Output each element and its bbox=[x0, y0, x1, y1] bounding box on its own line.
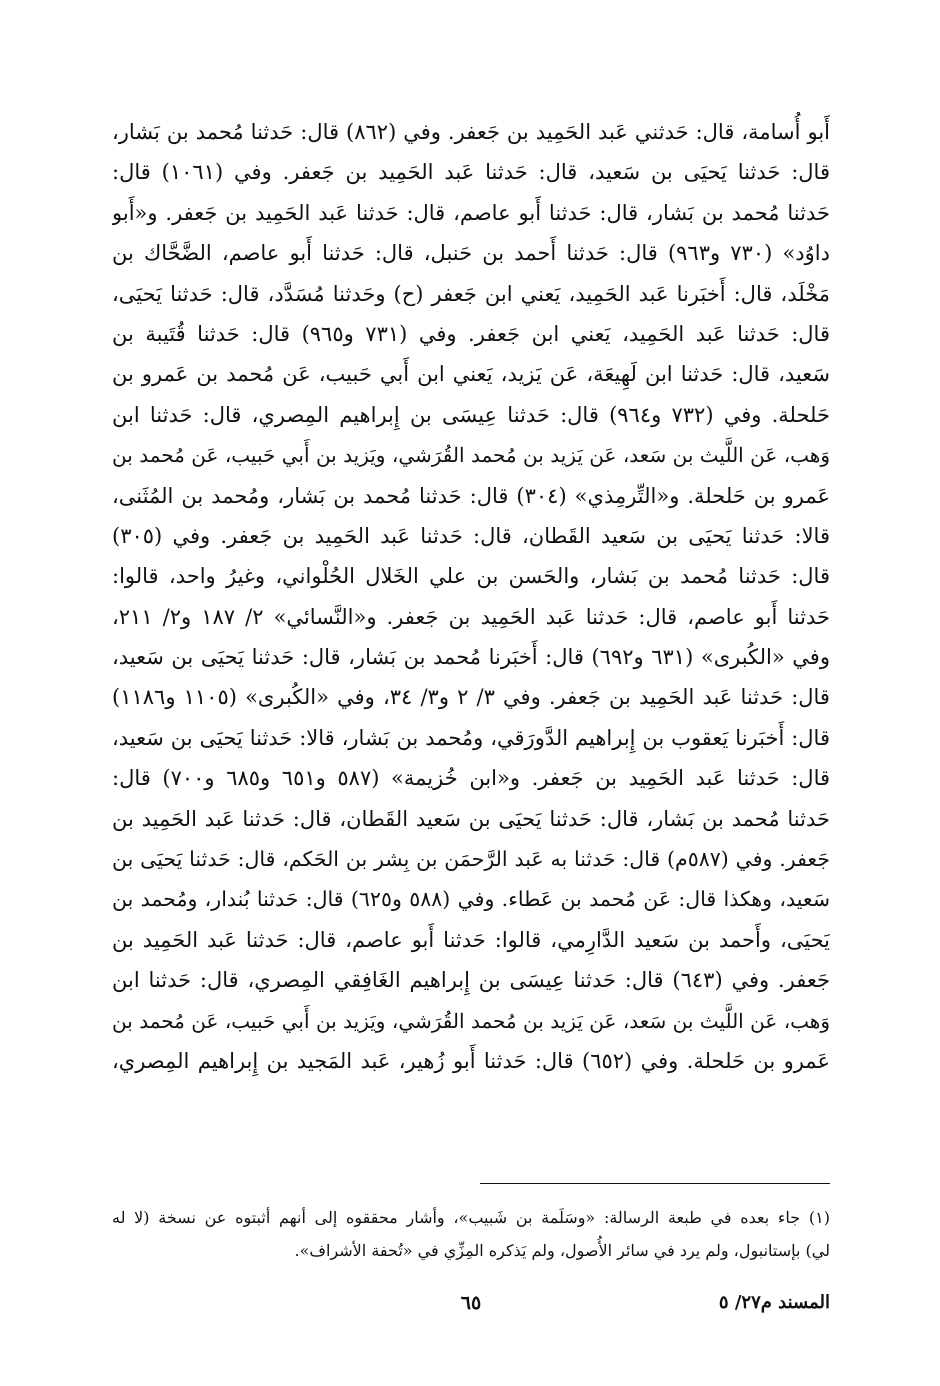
text-line: حَلحلة. وفي (٧٣٢ و٩٦٤) قال: حَدثنا عِيسَى بن إِبراهيم المِصري، قال: حَدثنا ابن bbox=[112, 402, 830, 427]
footnotes bbox=[112, 1201, 830, 1267]
text-line: داوُد» (٧٣٠ و٩٦٣) قال: حَدثنا أَحمد بن حَنبل، قال: حَدثنا أَبو عاصم، الضَّحَّاك بن bbox=[112, 241, 830, 266]
text-line: عَمرو بن حَلحلة. وفي (٦٥٢) قال: حَدثنا أَبو زُهير، عَبد المَجيد بن إِبراهيم المِصري، bbox=[112, 1048, 830, 1073]
main-text bbox=[112, 112, 830, 1081]
text-line: حَدثنا أَبو عاصم، قال: حَدثنا عَبد الحَمِيد بن جَعفر. و«النَّسائي» ٢/ ١٨٧ و٢/ ٢١١، bbox=[112, 604, 830, 629]
page-footer bbox=[112, 1288, 830, 1328]
footnote-separator bbox=[480, 1183, 830, 1184]
text-line: عَمرو بن حَلحلة. و«التِّرمِذي» (٣٠٤) قال: حَدثنا مُحمد بن بَشار، ومُحمد بن المُثَنى، bbox=[112, 483, 830, 508]
text-line: سَعيد، وهكذا قال: عَن مُحمد بن عَطاء. وفي (٥٨٨ و٦٢٥) قال: حَدثنا بُندار، ومُحمد بن bbox=[112, 887, 830, 912]
text-line: قال: حَدثنا عَبد الحَمِيد، يَعني ابن جَعفر. وفي (٧٣١ و٩٦٥) قال: حَدثنا قُتَيبة بن bbox=[112, 321, 830, 346]
signature-mark: المسند م٢٧/ ٥ bbox=[718, 1292, 830, 1313]
text-line: حَدثنا مُحمد بن بَشار، قال: حَدثنا أَبو عاصم، قال: حَدثنا عَبد الحَمِيد بن جَعفر. و«أَبو bbox=[112, 200, 830, 225]
text-line: قالا: حَدثنا يَحيَى بن سَعيد القَطان، قال: حَدثنا عَبد الحَمِيد بن جَعفر. وفي (٣٠٥) bbox=[112, 523, 830, 548]
text-line: قال: أَخبَرنا يَعقوب بن إِبراهيم الدَّورَقي، ومُحمد بن بَشار، قالا: حَدثنا يَحيَى بن سَعيد، bbox=[112, 725, 830, 750]
text-line: يَحيَى، وأَحمد بن سَعيد الدَّارِمي، قالوا: حَدثنا أَبو عاصم، قال: حَدثنا عَبد الحَمِيد بن bbox=[112, 927, 830, 952]
page-number: ٦٥ bbox=[460, 1292, 482, 1314]
text-line: جَعفر. وفي (٦٤٣) قال: حَدثنا عِيسَى بن إِبراهيم الغَافِقي المِصري، قال: حَدثنا ابن bbox=[112, 968, 830, 993]
text-line: أَبو أُسامة، قال: حَدثني عَبد الحَمِيد بن جَعفر. وفي (٨٦٢) قال: حَدثنا مُحمد بن بَشار، bbox=[112, 120, 830, 144]
text-line: وَهب، عَن اللَّيث بن سَعد، عَن يَزيد بن مُحمد القُرَشي، ويَزيد بن أَبي حَبيب، عَن مُحمد بن bbox=[112, 443, 830, 468]
text-line: سَعيد، قال: حَدثنا ابن لَهِيعَة، عَن يَزيد، يَعني ابن أَبي حَبيب، عَن مُحمد بن عَمرو بن bbox=[112, 362, 830, 387]
text-line: جَعفر. وفي (٥٨٧م) قال: حَدثنا به عَبد الرَّحمَن بن بِشر بن الحَكم، قال: حَدثنا يَحيَى بن bbox=[112, 847, 830, 872]
text-line: قال: حَدثنا عَبد الحَمِيد بن جَعفر. وفي ٣/ ٢ و٣/ ٣٤، وفي «الكُبرى» (١١٠٥ و١١٨٦) bbox=[112, 685, 830, 710]
footnote-line: (١) جاء بعده في طبعة الرسالة: «وسَلَمة بن شَبيب»، وأشار محققوه إلى أنهم أثبتوه عن نسخة (لا له bbox=[112, 1208, 830, 1227]
text-line: قال: حَدثنا عَبد الحَمِيد بن جَعفر. و«ابن خُزيمة» (٥٨٧ و٦٥١ و٦٨٥ و٧٠٠) قال: bbox=[112, 766, 830, 791]
text-line: وَهب، عَن اللَّيث بن سَعد، عَن يَزيد بن مُحمد القُرَشي، ويَزيد بن أَبي حَبيب، عَن مُحمد بن bbox=[112, 1008, 830, 1033]
footnote-line: لي) بإستانبول، ولم يرد في سائر الأُصول، ولم يَذكره المِزِّي في «تُحفة الأشراف». bbox=[294, 1241, 830, 1260]
text-line: حَدثنا مُحمد بن بَشار، قال: حَدثنا يَحيَى بن سَعيد القَطان، قال: حَدثنا عَبد الحَمِيد بن bbox=[112, 806, 830, 831]
text-line: قال: حَدثنا يَحيَى بن سَعيد، قال: حَدثنا عَبد الحَمِيد بن جَعفر. وفي (١٠٦١) قال: bbox=[112, 160, 830, 185]
text-line: وفي «الكُبرى» (٦٣١ و٦٩٢) قال: أَخبَرنا مُحمد بن بَشار، قال: حَدثنا يَحيَى بن سَعيد، bbox=[112, 645, 830, 670]
text-line: مَخْلَد، قال: أَخبَرنا عَبد الحَمِيد، يَعني ابن جَعفر (ح) وحَدثنا مُسَدَّد، قال: حَدثنا يَحيَى، bbox=[112, 281, 830, 306]
text-line: قال: حَدثنا مُحمد بن بَشار، والحَسن بن علي الخَلال الحُلْواني، وغيرُ واحد، قالوا: bbox=[112, 564, 830, 589]
